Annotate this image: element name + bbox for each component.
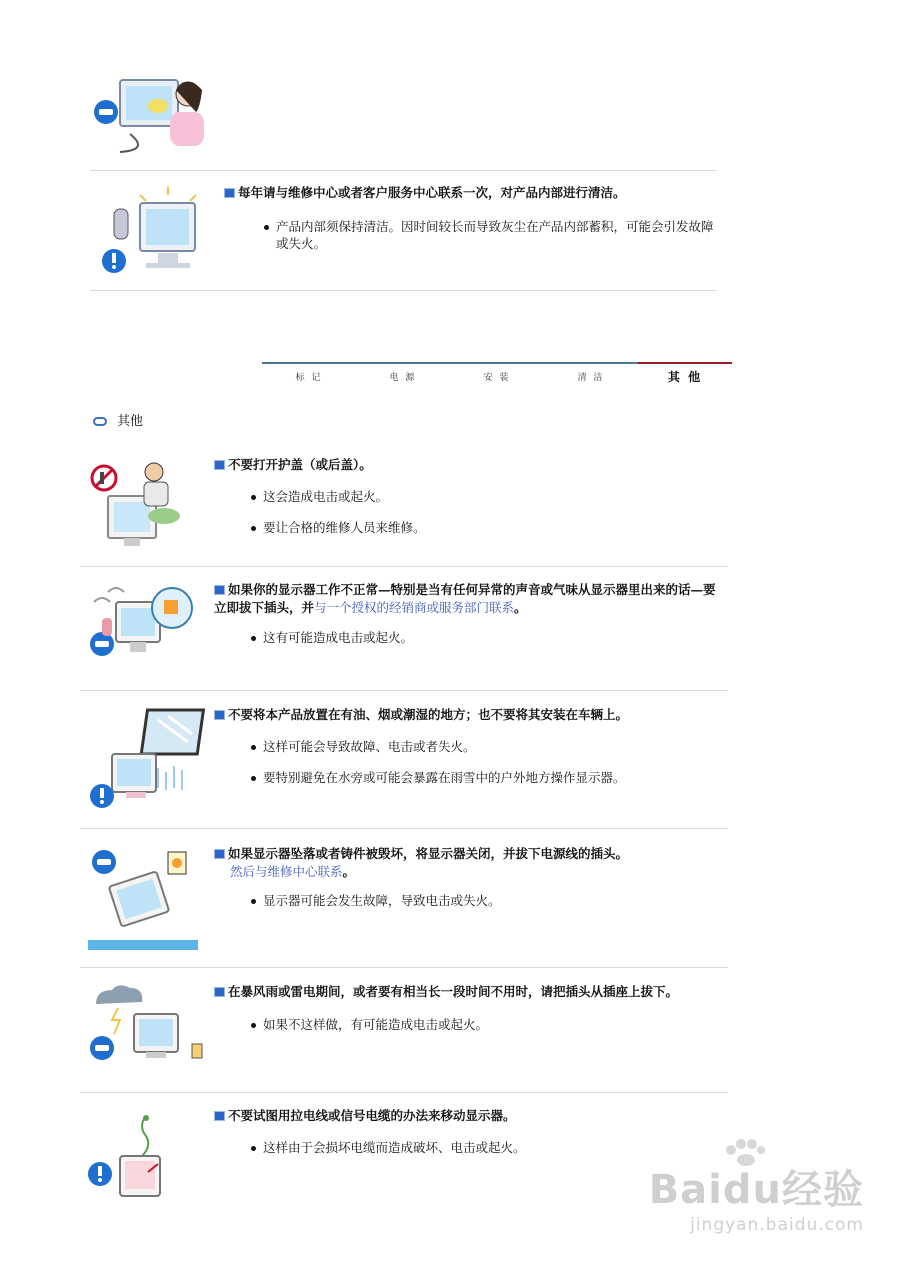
tab-marks[interactable]: 标 记 <box>295 373 323 383</box>
no-open-cover-illustration <box>88 458 188 550</box>
item-4-title: 如果显示器坠落或者铸件被毁坏，将显示器关闭，并拔下电源线的插头。 然后与维修中心联系。 <box>214 845 719 881</box>
list-item: 这样由于会损坏电缆而造成破坏、电击或起火。 <box>249 1139 719 1156</box>
service-center-illustration <box>100 185 210 280</box>
section-title: 其他 <box>93 410 143 429</box>
cleaning-monitor-illustration <box>90 72 215 157</box>
list-item: 要特别避免在水旁或可能会暴露在雨雪中的户外地方操作显示器。 <box>249 769 719 786</box>
bullet-square-icon <box>224 188 235 198</box>
section-bullet-icon <box>93 417 107 426</box>
tab-other[interactable]: 其 他 <box>667 370 703 384</box>
baidu-watermark <box>649 1158 864 1235</box>
list-item: 显示器可能会发生故障，导致电击或失火。 <box>249 892 719 909</box>
cable-pull-illustration <box>88 1112 168 1202</box>
item-1-title: 不要打开护盖（或后盖）。 <box>214 456 719 474</box>
divider <box>80 1092 728 1093</box>
item-3-title: 不要将本产品放置在有油、烟或潮湿的地方；也不要将其安装在车辆上。 <box>214 706 719 724</box>
item-4-bullets <box>249 892 719 923</box>
bullet-square-icon <box>214 987 225 997</box>
list-item: 这样可能会导致故障、电击或者失火。 <box>249 738 719 755</box>
nav-active-line <box>638 362 732 364</box>
top-item-title: 每年请与维修中心或者客户服务中心联系一次，对产品内部进行清洁。 <box>224 184 714 202</box>
section-nav <box>262 362 732 386</box>
list-item: 要让合格的维修人员来维修。 <box>249 519 719 536</box>
item-2-title: 如果你的显示器工作不正常—特别是当有任何异常的声音或气味从显示器里出来的话—要立即拔下插头，并与一个授权的经销商或服务部门联系。 <box>214 582 716 615</box>
item-5-bullets <box>249 1016 719 1047</box>
bullet-square-icon <box>214 585 225 595</box>
paw-logo-icon <box>721 1136 765 1166</box>
moisture-location-illustration <box>88 706 208 810</box>
list-item: 这会造成电击或起火。 <box>249 488 719 505</box>
item-2-bullets <box>249 629 719 660</box>
storm-unplug-illustration <box>88 982 208 1072</box>
bullet-square-icon <box>214 849 225 859</box>
authorized-dealer-link[interactable]: 与一个授权的经销商或服务部门联系 <box>314 600 515 615</box>
tab-clean[interactable]: 清 洁 <box>577 373 605 383</box>
abnormal-smell-illustration <box>88 582 198 672</box>
tab-power[interactable]: 电 源 <box>389 373 417 383</box>
list-item: 如果不这样做，有可能造成电击或起火。 <box>249 1016 719 1033</box>
dropped-monitor-illustration <box>88 844 198 952</box>
bullet-square-icon <box>214 710 225 720</box>
top-item-bullets <box>262 218 714 266</box>
watermark-url: jingyan.baidu.com <box>690 1215 864 1235</box>
list-item: 这有可能造成电击或起火。 <box>249 629 719 646</box>
tab-install[interactable]: 安 装 <box>483 373 511 383</box>
bullet-square-icon <box>214 1111 225 1121</box>
divider <box>90 290 716 291</box>
bullet-square-icon <box>214 460 225 470</box>
watermark-logo: Baidu经验 <box>648 1167 864 1213</box>
divider <box>80 690 728 691</box>
item-3-bullets <box>249 738 719 800</box>
service-center-link[interactable]: 然后与维修中心联系 <box>230 864 343 879</box>
divider <box>80 967 728 968</box>
item-1-bullets <box>249 488 719 550</box>
divider <box>80 828 728 829</box>
item-5-title: 在暴风雨或雷电期间，或者要有相当长一段时间不用时，请把插头从插座上拔下。 <box>214 983 724 1001</box>
divider <box>80 566 728 567</box>
item-6-title: 不要试图用拉电线或信号电缆的办法来移动显示器。 <box>214 1107 719 1125</box>
divider <box>90 170 716 171</box>
list-item: 产品内部须保持清洁。因时间较长而导致灰尘在产品内部蓄积，可能会引发故障或失火。 <box>262 218 714 252</box>
